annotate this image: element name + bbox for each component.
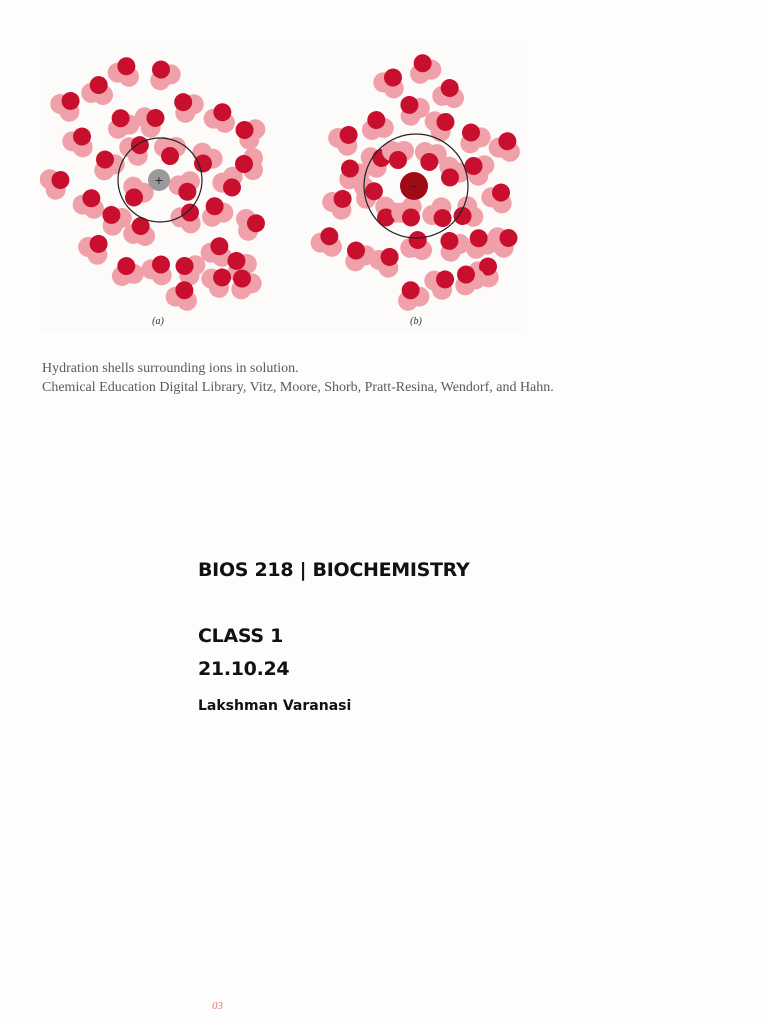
water-molecule xyxy=(105,52,145,89)
water-molecule xyxy=(453,117,495,157)
figure-caption-line-1: Hydration shells surrounding ions in solution. xyxy=(42,361,299,376)
water-molecule xyxy=(431,76,467,109)
water-molecule xyxy=(201,98,241,135)
water-molecule xyxy=(229,112,269,154)
anion-symbol: − xyxy=(409,180,419,193)
cation-symbol: + xyxy=(154,174,164,187)
water-molecule xyxy=(166,168,206,205)
page-number: 03 xyxy=(212,1000,223,1012)
class-date: 21.10.24 xyxy=(198,658,290,680)
water-molecule xyxy=(405,49,445,86)
panel-b-label: (b) xyxy=(410,316,422,327)
figure-caption-line-2: Chemical Education Digital Library, Vitz, Moore, Shorb, Pratt-Resina, Wendorf, and Hahn. xyxy=(42,380,554,395)
water-molecule xyxy=(359,108,395,141)
water-molecule xyxy=(308,222,348,259)
water-molecule xyxy=(484,220,522,262)
water-molecule xyxy=(154,137,186,165)
water-molecule xyxy=(234,206,267,242)
water-molecule xyxy=(109,254,145,287)
class-label: CLASS 1 xyxy=(198,625,284,647)
water-molecule xyxy=(59,121,101,161)
water-molecule xyxy=(370,62,412,102)
hydration-shell-illustration xyxy=(40,42,522,332)
course-title: BIOS 218 | BIOCHEMISTRY xyxy=(198,559,470,581)
panel-a-label: (a) xyxy=(152,316,164,327)
water-molecule xyxy=(197,192,237,229)
water-molecule xyxy=(40,162,76,204)
author-name: Lakshman Varanasi xyxy=(198,698,352,714)
water-molecule xyxy=(165,84,207,126)
water-molecule xyxy=(103,104,143,141)
hydration-shell-figure xyxy=(40,42,522,332)
water-molecule xyxy=(431,224,474,266)
water-molecule xyxy=(399,228,435,261)
water-molecule xyxy=(131,100,171,142)
water-molecule xyxy=(143,54,185,94)
water-molecule xyxy=(138,249,180,289)
water-molecule xyxy=(324,118,367,160)
